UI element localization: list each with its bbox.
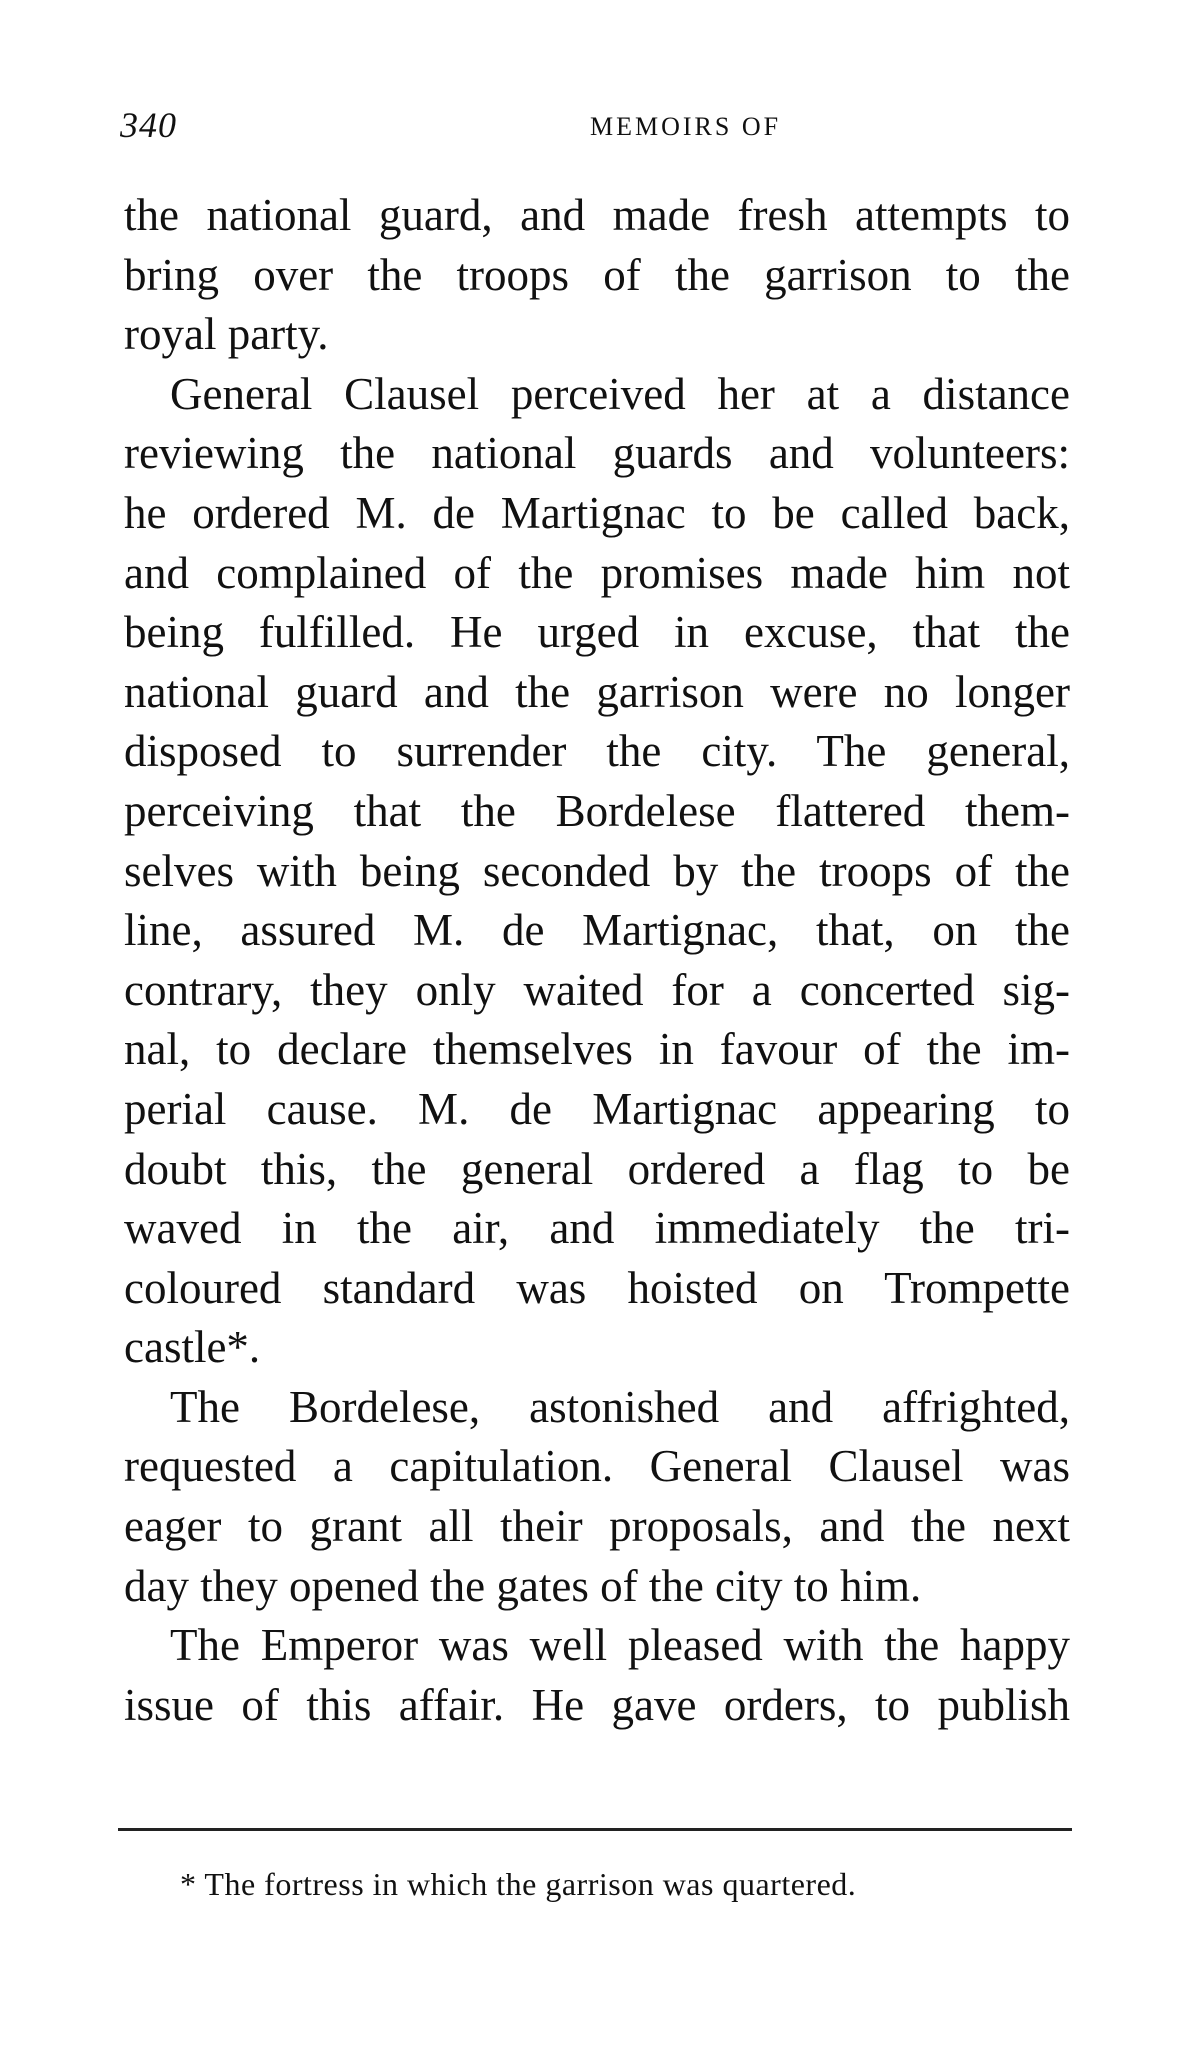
text-line: selves with being seconded by the troops of the [124,845,1070,896]
text-line: royal party. [124,309,329,360]
text-line: The Emperor was well pleased with the happy [170,1620,1070,1671]
text-line: day they opened the gates of the city to him. [124,1560,922,1611]
text-line: General Clausel perceived her at a distance [170,368,1070,419]
text-line: eager to grant all their proposals, and the next [124,1501,1070,1552]
text-line: the national guard, and made fresh attempts to [124,190,1070,240]
text-line: perial cause. M. de Martignac appearing to [124,1083,1070,1134]
text-line: reviewing the national guards and volunteers: [124,428,1070,479]
text-line: castle*. [124,1322,261,1373]
page-number: 340 [120,105,177,145]
text-line: national guard and the garrison were no longer [124,666,1070,717]
text-line: The Bordelese, astonished and affrighted, [170,1381,1070,1432]
text-line: nal, to declare themselves in favour of the im- [124,1024,1070,1075]
text-line: being fulfilled. He urged in excuse, that the [124,607,1070,658]
text-line: he ordered M. de Martignac to be called back, [124,487,1070,538]
footnote-divider [118,1828,1072,1831]
footnote: * The fortress in which the garrison was quartered. [180,1866,857,1902]
text-line: doubt this, the general ordered a flag to be [124,1143,1070,1194]
text-line: disposed to surrender the city. The general, [124,726,1070,777]
page-header [120,104,1070,154]
text-line: contrary, they only waited for a concerted sig- [124,964,1070,1015]
text-line: coloured standard was hoisted on Trompette [124,1262,1070,1313]
running-head: MEMOIRS OF [590,112,782,141]
text-line: bring over the troops of the garrison to the [124,249,1070,300]
text-line: perceiving that the Bordelese flattered them- [124,785,1070,836]
body-text [124,186,1070,1735]
text-line: and complained of the promises made him not [124,547,1070,598]
text-line: waved in the air, and immediately the tri- [124,1203,1070,1254]
text-line: line, assured M. de Martignac, that, on the [124,905,1070,956]
text-line: requested a capitulation. General Clausel was [124,1441,1070,1492]
text-line: issue of this affair. He gave orders, to publish [124,1679,1070,1730]
